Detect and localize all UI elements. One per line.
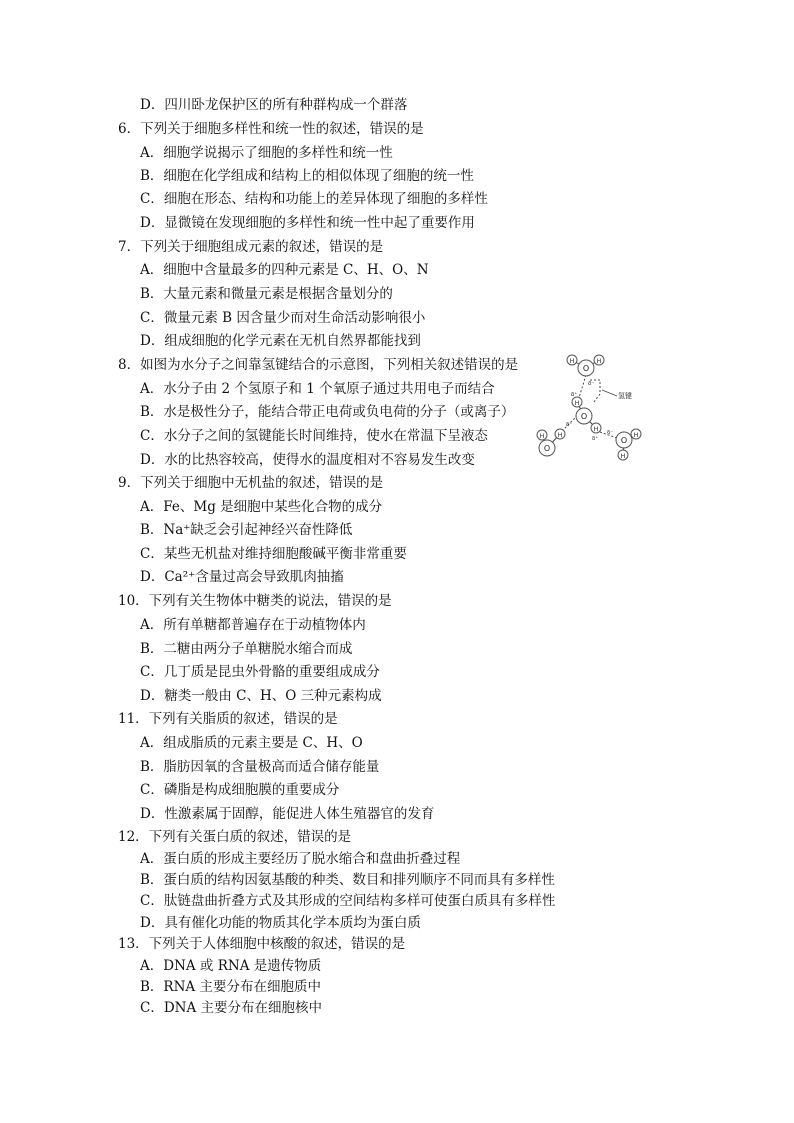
atom-label: H [620,453,626,460]
q12-stem: 12．下列有关蛋白质的叙述，错误的是 [118,829,352,845]
atom-label: O [582,364,590,373]
atom-label: H [633,432,639,439]
q9-option-c: C．某些无机盐对维持细胞酸碱平衡非常重要 [140,546,407,562]
q7-option-b: B．大量元素和微量元素是根据含量划分的 [140,286,393,302]
atom-label: O [580,412,588,421]
q12-option-c: C．肽链盘曲折叠方式及其形成的空间结构多样可使蛋白质具有多样性 [140,893,556,909]
q9-option-b: B．Na⁺缺乏会引起神经兴奋性降低 [140,522,353,538]
q10-stem: 10．下列有关生物体中糖类的说法，错误的是 [118,593,392,609]
q11-option-b: B．脂肪因氧的含量极高而适合储存能量 [140,759,380,775]
q11-stem: 11．下列有关脂质的叙述，错误的是 [118,711,338,727]
q6-option-a: A．细胞学说揭示了细胞的多样性和统一性 [140,145,393,161]
q9-stem: 9．下列关于细胞中无机盐的叙述，错误的是 [118,475,384,491]
q10-option-c: C．几丁质是昆虫外骨骼的重要组成成分 [140,664,380,680]
q12-option-d: D．具有催化功能的物质其化学本质均为蛋白质 [140,915,421,931]
q12-option-b: B．蛋白质的结构因氨基酸的种类、数目和排列顺序不同而具有多样性 [140,872,555,888]
atom-label: H [593,426,599,433]
q7-option-d: D．组成细胞的化学元素在无机自然界都能找到 [140,333,421,349]
partial-charge-label: δ⁻ [588,381,595,387]
atom-label: O [543,444,551,453]
q9-option-d: D．Ca²⁺含量过高会导致肌肉抽搐 [140,569,344,585]
q6-option-c: C．细胞在形态、结构和功能上的差异体现了细胞的多样性 [140,191,488,207]
q6-option-d: D．显微镜在发现细胞的多样性和统一性中起了重要作用 [140,215,475,231]
q10-option-d: D．糖类一般由 C、H、O 三种元素构成 [140,688,382,704]
atom-label: H [596,358,602,365]
atom-label: H [539,433,545,440]
q8-stem: 8．如图为水分子之间靠氢键结合的示意图，下列相关叙述错误的是 [118,357,519,373]
q13-option-c: C．DNA 主要分布在细胞核中 [140,1000,323,1016]
q6-stem: 6．下列关于细胞多样性和统一性的叙述，错误的是 [118,121,424,137]
q5-option-d: D．四川卧龙保护区的所有种群构成一个群落 [140,97,408,113]
q8-option-d: D．水的比热容较高，使得水的温度相对不容易发生改变 [140,452,475,468]
q6-option-b: B．细胞在化学组成和结构上的相似体现了细胞的统一性 [140,168,474,184]
q10-option-b: B．二糖由两分子单糖脱水缩合而成 [140,641,353,657]
atom-label: H [574,400,580,407]
q13-stem: 13．下列关于人体细胞中核酸的叙述，错误的是 [118,936,406,952]
q8-option-b: B．水是极性分子，能结合带正电荷或负电荷的分子（或离子） [140,404,515,420]
partial-charge-label: δ⁻ [607,430,614,436]
q13-option-b: B．RNA 主要分布在细胞质中 [140,979,321,995]
q9-option-a: A．Fe、Mg 是细胞中某些化合物的成分 [140,499,383,515]
q12-option-a: A．蛋白质的形成主要经历了脱水缩合和盘曲折叠过程 [140,851,461,867]
water-hydrogen-bond-diagram [528,352,648,470]
q13-option-a: A．DNA 或 RNA 是遗传物质 [140,958,322,974]
q10-option-a: A．所有单糖都普遍存在于动植物体内 [140,617,366,633]
q8-option-c: C．水分子之间的氢键能长时间维持，使水在常温下呈液态 [140,428,488,444]
q11-option-a: A．组成脂质的元素主要是 C、H、O [140,735,363,751]
q8-option-a: A．水分子由 2 个氢原子和 1 个氧原子通过共用电子而结合 [140,381,495,397]
atom-label: H [557,432,563,439]
q7-option-c: C．微量元素 B 因含量少而对生命活动影响很小 [140,310,426,326]
partial-charge-label: δ⁺ [592,436,599,442]
atom-label: H [569,358,575,365]
atom-label: O [620,436,628,445]
q11-option-c: C．磷脂是构成细胞膜的重要成分 [140,782,340,798]
q7-stem: 7．下列关于细胞组成元素的叙述，错误的是 [118,239,384,255]
q7-option-a: A．细胞中含量最多的四种元素是 C、H、O、N [140,262,429,278]
label-leader-line [602,390,617,396]
partial-charge-label: δ⁺ [571,392,578,398]
q11-option-d: D．性激素属于固醇，能促进人体生殖器官的发育 [140,806,435,822]
hydrogen-bond-label: 氢键 [618,392,632,400]
partial-charge-label: δ⁻ [566,422,573,428]
